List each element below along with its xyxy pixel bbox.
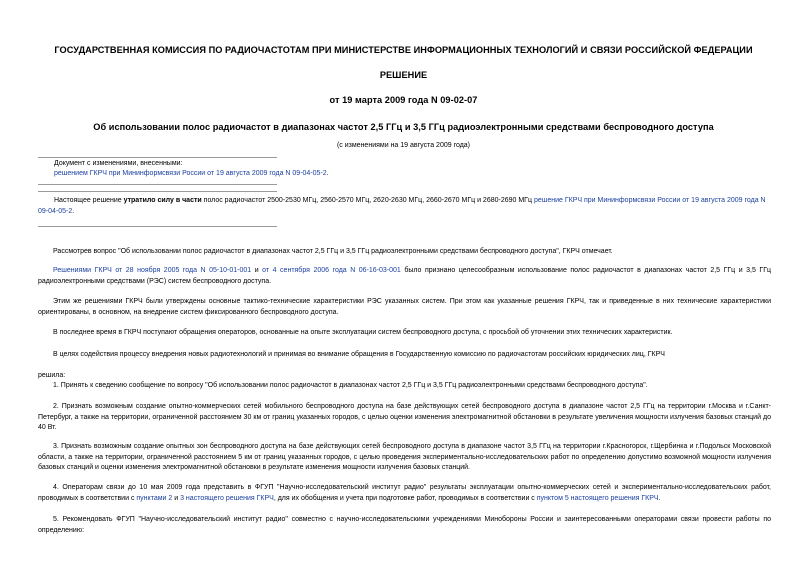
paragraph-3: Этим же решениями ГКРЧ были утверждены основные тактико-технические характеристики РЭС указанных систем. При этом как указанные решения ГКРЧ, так и приведенные в них технические характеристики ориентированы, в основном, на внедрение систем фиксированного беспроводного доступа.: [38, 298, 771, 316]
document-title: Об использовании полос радиочастот в диапазонах частот 2,5 ГГц и 3,5 ГГц радиоэлектронными средствами беспроводного доступа: [93, 122, 714, 132]
item-1: 1. Принять к сведению сообщение по вопросу "Об использовании полос радиочастот в диапазонах частот 2,5 ГГц и 3,5 ГГц радиоэлектронными средствами беспроводного доступа".: [53, 382, 648, 389]
paragraph-4: В последнее время в ГКРЧ поступают обращения операторов, основанные на опыте эксплуатации систем беспроводного доступа, с просьбой об уточнении этих технических характеристик.: [53, 329, 673, 336]
item-3: 3. Признать возможным создание опытных зон беспроводного доступа на базе действующих сетей беспроводного доступа в диапазоне частот 3,5 ГГц на территории г.Красногорск, г.Щербинка и г.Подольск Московской области, а также на территории, ограниченной расстоянием 5 км от границ указанных городов, с целью проведения экспериментально-исследовательских работ по определению допустимо возможной мощности излучения базовых станций и оценки изменения электромагнитной обстановки в результате изменения мощности излучения базовых станций.: [38, 443, 771, 471]
item-4: 4. Операторам связи до 10 мая 2009 года представить в ФГУП "Научно-исследовательский институт радио" результаты эксплуатации опытно-коммерческих сетей и экспериментально-исследовательских работ, проводимых в соответствии с пунктами 2 и 3 настоящего решения ГКРЧ, для их обобщения и учета при подготовке работ, проводимых в соответствии с пунктом 5 настоящего решения ГКРЧ.: [38, 484, 771, 502]
item-3-link[interactable]: 3 настоящего решения ГКРЧ: [180, 494, 274, 502]
document-type: РЕШЕНИЕ: [379, 70, 428, 80]
revision-note: (с изменениями на 19 августа 2009 года): [336, 142, 471, 149]
divider: [38, 157, 277, 158]
void-link[interactable]: решение ГКРЧ при Мининформсвязи России от 19 августа 2009 года N 09-04-05-2: [38, 197, 766, 215]
resolved-label: решила:: [38, 372, 66, 379]
paragraph-2: Решениями ГКРЧ от 28 ноября 2005 года N 05-10-01-001 и от 4 сентября 2006 года N 06-16-03-001 было признано целесообразным использование полос радиочастот в диапазонах частот 2,5 ГГц и 3,5 ГГц радиоэлектронными средствами (РЭС) систем беспроводного доступа.: [38, 267, 772, 285]
changes-note: решением ГКРЧ при Мининформсвязи России от 19 августа 2009 года N 09-04-05-2.: [54, 170, 329, 177]
divider: [38, 191, 277, 192]
paragraph-1: Рассмотрев вопрос "Об использовании полос радиочастот в диапазонах частот 2,5 ГГц и 3,5 ГГц радиоэлектронными средствами беспроводного доступа", ГКРЧ отмечает.: [53, 248, 613, 255]
divider: [38, 226, 277, 227]
changes-note-label: Документ с изменениями, внесенными:: [54, 160, 183, 167]
decision-link-2005[interactable]: Решениями ГКРЧ от 28 ноября 2005 года N 05-10-01-001: [53, 267, 252, 274]
decision-link-2006[interactable]: от 4 сентября 2006 года N 06-16-03-001: [262, 267, 401, 274]
item-5-link[interactable]: пунктом 5 настоящего решения ГКРЧ: [536, 494, 659, 502]
document-date-number: от 19 марта 2009 года N 09-02-07: [329, 95, 478, 105]
agency-heading: ГОСУДАРСТВЕННАЯ КОМИССИЯ ПО РАДИОЧАСТОТАМ ПРИ МИНИСТЕРСТВЕ ИНФОРМАЦИОННЫХ ТЕХНОЛОГИЙ И СВЯЗИ РОССИЙСКОЙ ФЕДЕРАЦИИ: [54, 45, 753, 55]
changes-link[interactable]: решением ГКРЧ при Мининформсвязи России от 19 августа 2009 года N 09-04-05-2: [54, 170, 327, 177]
paragraph-5: В целях содействия процессу внедрения новых радиотехнологий и принимая во внимание обращения в Государственную комиссию по радиочастотам российских юридических лиц, ГКРЧ: [53, 351, 665, 358]
item-2: 2. Признать возможным создание опытно-коммерческих сетей мобильного беспроводного доступа на базе действующих сетей беспроводного доступа в диапазоне частот 2,5 ГГц на территории г.Москва и г.Санкт-Петербург, а также на территории, ограниченной расстоянием 30 км от границ указанных городов, с целью оценки изменения электромагнитной обстановки в результате увеличения мощности излучения базовых станций до 40 Вт.: [38, 403, 771, 431]
divider: [38, 184, 277, 185]
item-5: 5. Рекомендовать ФГУП "Научно-исследовательский институт радио" совместно с научно-исследовательскими учреждениями Минобороны России и заинтересованными операторами связи провести работы по определению:: [38, 516, 771, 534]
void-note: Настоящее решение утратило силу в части полос радиочастот 2500-2530 МГц, 2560-2570 МГц, 2620-2630 МГц, 2660-2670 МГц и 2680-2690 МГц решение ГКРЧ при Мининформсвязи России от 19 августа 2009 года N 09-04-05-2.: [38, 197, 766, 215]
item-2-link[interactable]: пунктами 2: [136, 494, 173, 502]
